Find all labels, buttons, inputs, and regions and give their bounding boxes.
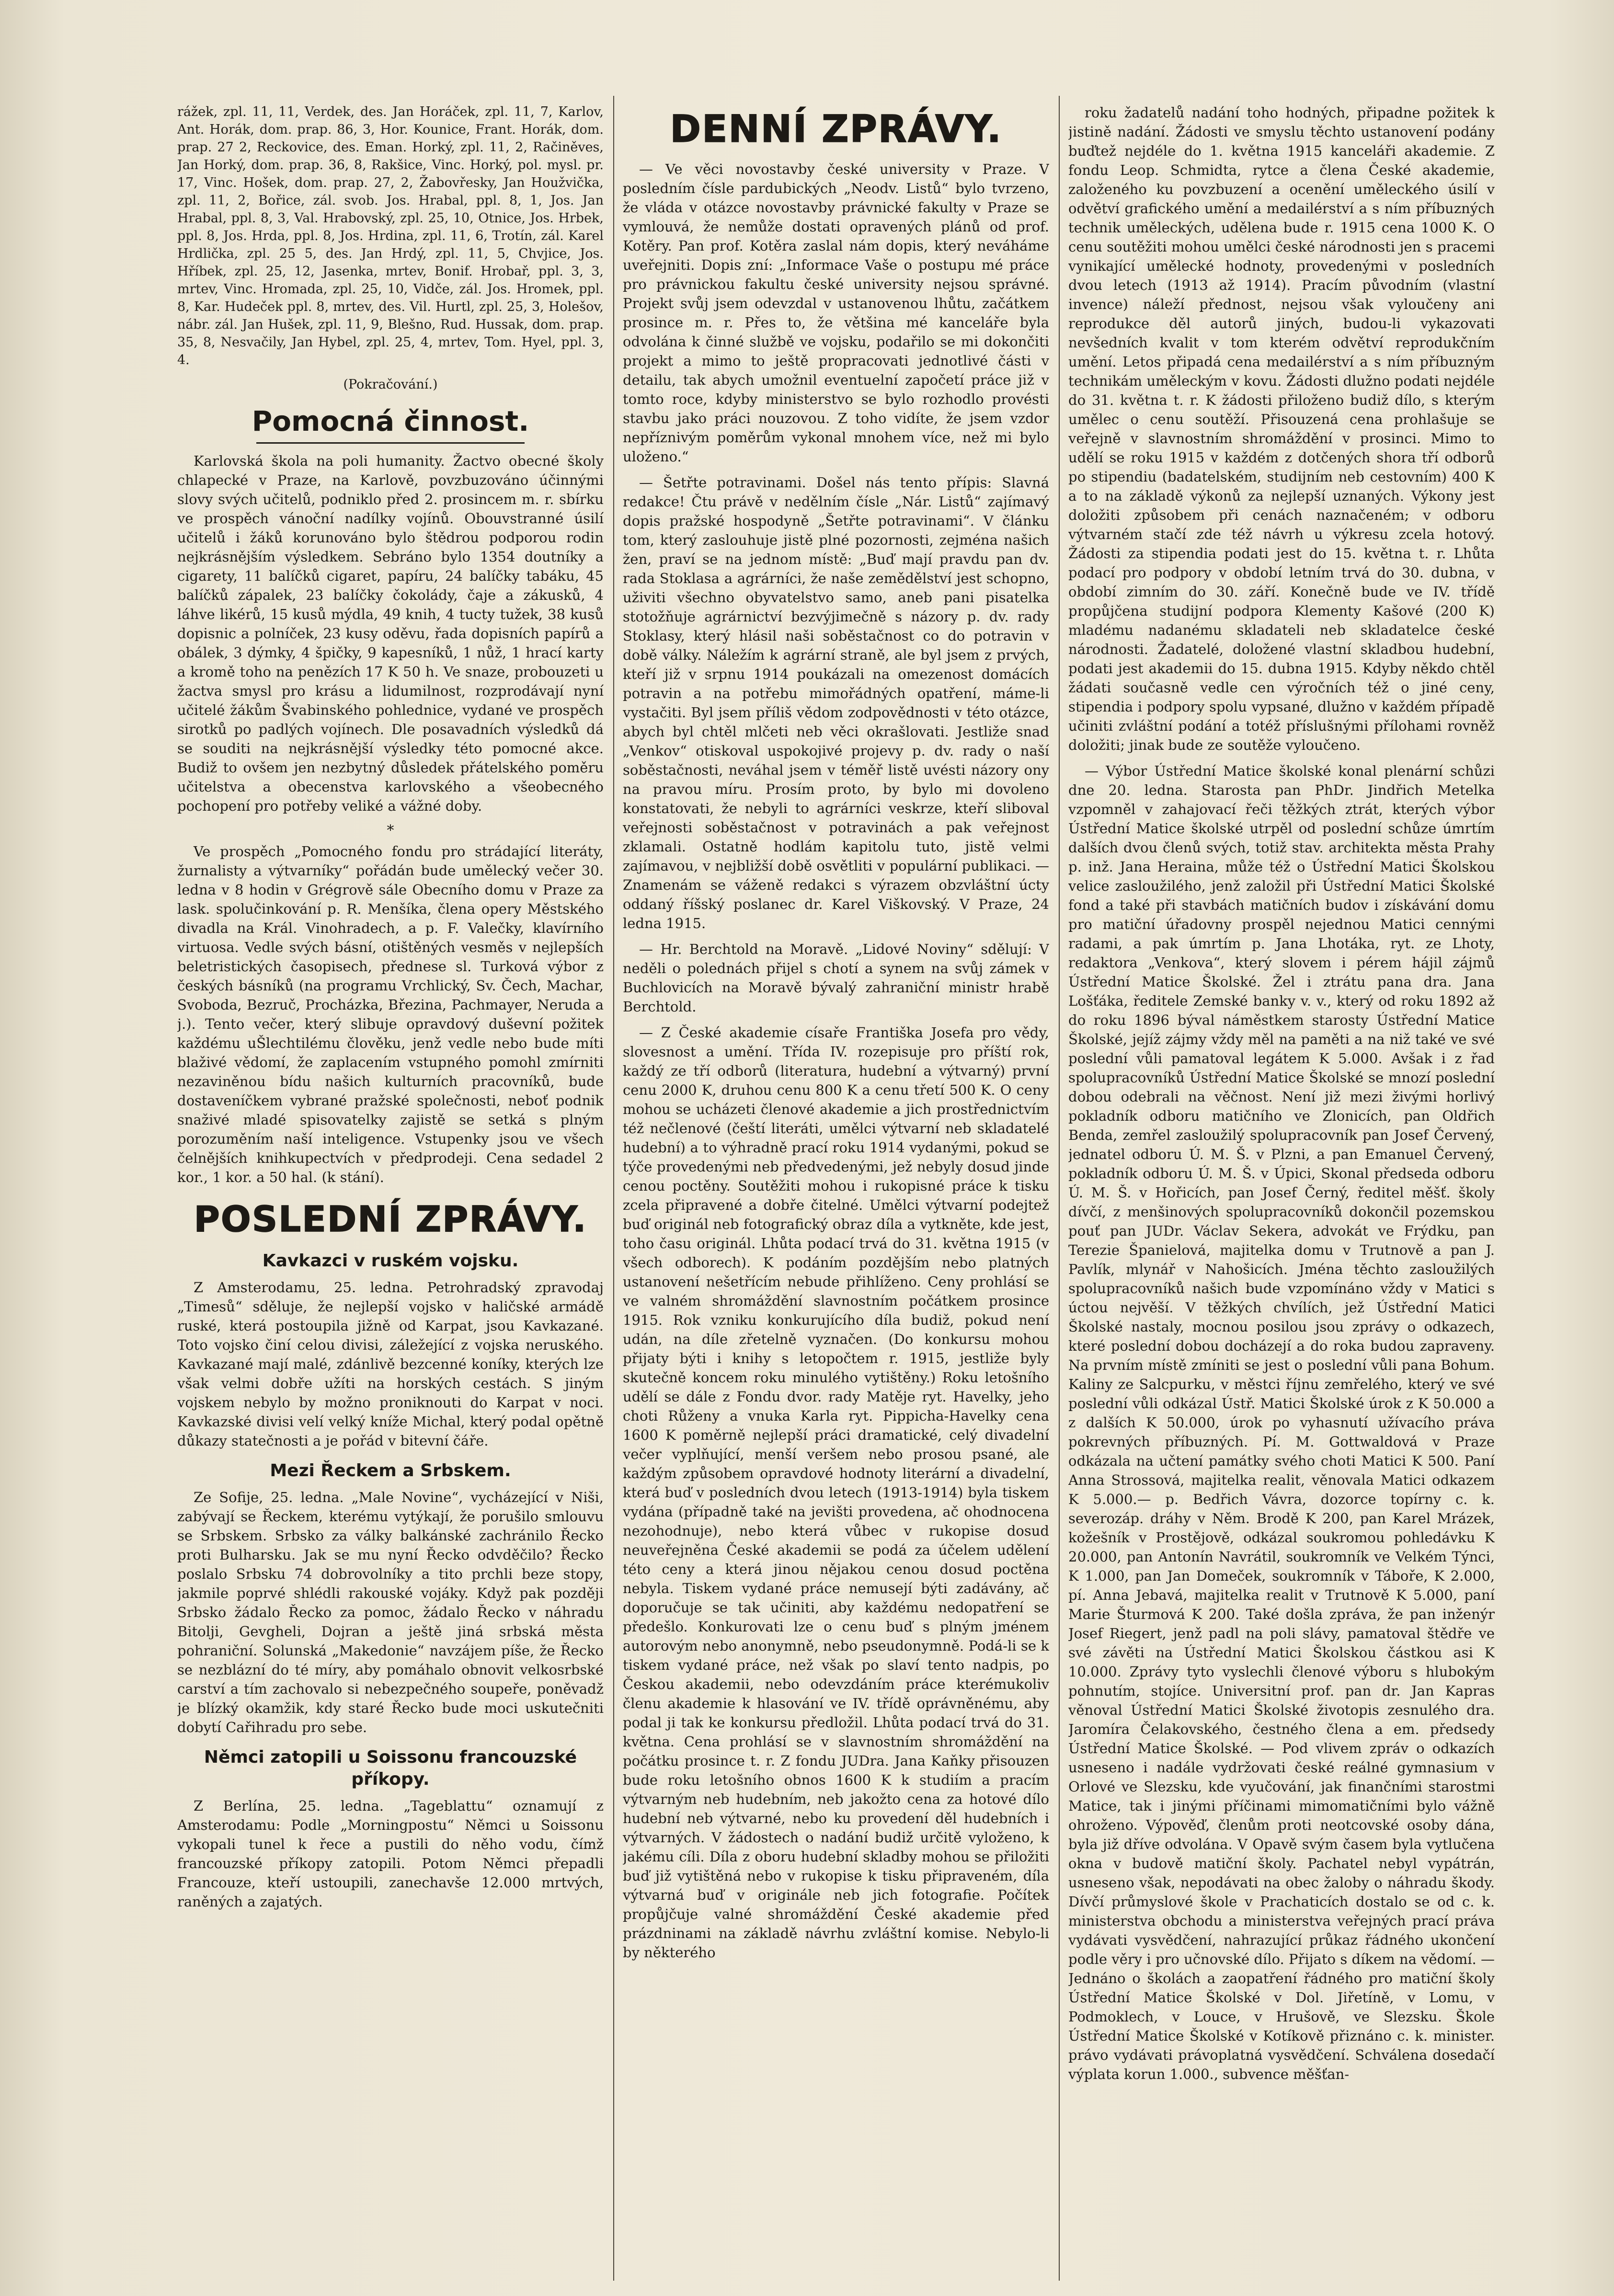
article-heading-kavkazci: Kavkazci v ruském vojsku.: [262, 1251, 519, 1271]
article-karlovska-skola: Karlovská škola na poli humanity. Žactvo obecné školy chlapecké v Praze, na Karlově, povzbuzováno účinnými slovy svých učitelů, podniklo před 2. prosincem m. r. sbírku ve prospěch vánoční nadílky vojínů. Obouvstranné úsilí učitelů i žáků korunováno bylo štědrou podporou rodin nejkrásnějším výsledkem. Sebráno bylo 1354 doutníky a cigarety, 11 balíčků cigaret, papíru, 24 balíčky tabáku, 45 balíčků zápalek, 23 balíčky čokolády, čaje a zákusků, 4 láhve likérů, 15 kusů mýdla, 49 knih, 4 tucty tužek, 38 kusů dopisnic a polníček, 23 kusy oděvu, řada dopisních papírů a obálek, 3 dýmky, 4 špičky, 9 kapesníků, 1 nůž, 1 hrací karty a kromě toho na penězích 17 K 50 h. Ve snaze, probouzeti u žactva smysl pro krásu a lidumilnost, rozprodávají nyní učitelé žákům Švabinského pohlednice, vydané ve prospěch sirotků po padlých vojínech. Dle posavadních výsledků dá se souditi na nejkrásnější výsledky této pomocné akce. Budiž to ovšem jen nezbytný důsledek přátelského poměru učitelstva a obecenstva karlovského a všeobecného pochopení pro potřeby veliké a vážné doby.: [177, 453, 604, 814]
column-middle: [623, 103, 1049, 1969]
article-setrte-potravinami: — Šetřte potravinami. Došel nás tento přípis: Slavná redakce! Čtu právě v nedělním čísle „Nár. Listů“ zajímavý dopis pražské hospodyně „Šetřte potravinami“. V článku tom, který zaslouhuje jistě plné pozornosti, zejména našich žen, praví se na jednom místě: „Buď mají pravdu pan dv. rada Stoklasa a agrárníci, že naše zemědělství jest schopno, uživiti všechno obyvatelstvo samo, aneb pani pisatelka stotožňuje agrárnictví bezvýjimečně s názory p. dv. rady Stoklasy, který hlásil naši soběstačnost co do potravin v době války. Náležím k agrární straně, ale byl jsem z prvých, kteří již v srpnu 1914 poukázali na omezenost domácích potravin a na potřebu mimořádných opatření, máme-li vystačiti. Byl jsem příliš vědom zodpovědnosti v této otázce, abych byl chtěl mlčeti neb věci okrašlovati. Jestliže snad „Venkov“ otiskoval uspokojivé projevy p. dv. rady o naší soběstačnosti, neváhal jsem v téměř listě uvésti názory ony na pravou míru. Prosím proto, by bylo mi dovoleno konstatovati, že nebyli to agrárníci veskrze, kteří sliboval veřejnosti soběstačnost v potravinách a pak veřejnost zklamali. Ostatně hodlám kapitolu tuto, jistě velmi zajímavou, v nejbližší době osvětliti v populární publikaci. — Znamenám se váženě redakci s výrazem obzvláštní úcty oddaný říšský poslanec dr. Karel Viškovský. V Praze, 24 ledna 1915.: [623, 474, 1049, 931]
article-heading-nemci: Němci zatopili u Soissonu francouzské příkopy.: [204, 1747, 577, 1789]
article-pomocny-fond: Ve prospěch „Pomocného fondu pro strádající literáty, žurnalisty a výtvarníky“ pořádán bude umělecký večer 30. ledna v 8 hodin v Grégrově sále Obecního domu v Praze za lask. spolučinkování p. R. Menšíka, člena opery Městského divadla na Král. Vinohradech, a p. F. Valečky, klavírního virtuosa. Vedle svých básní, otištěných vesměs v nejlepších beletristických časopisech, přednese sl. Turková výbor z českých básníků (na programu Vrchlický, Sv. Čech, Machar, Svoboda, Bezruč, Procházka, Březina, Pachmayer, Neruda a j.). Tento večer, který slibuje opravdový duševní požitek každému uŠlechtilému člověku, jenž vedle nebo bude míti blaživé vědomí, že zaplacením vstupného pomohl zmírniti nezaviněnou bídu našich kulturních pracovníků, bude dostaveníčkem vybrané pražské společnosti, neboť podnik snaživé mladé spisovatelky zajistě se setká s plným porozuměním naší inteligence. Vstupenky jsou ve všech čelnějších knihkupectvích v předprodeji. Cena sedadel 2 kor., 1 kor. a 50 hal. (k stání).: [177, 843, 604, 1185]
section-heading-pomocna: Pomocná činnost.: [252, 405, 529, 437]
casualty-list-text: rážek, zpl. 11, 11, Verdek, des. Jan Horáček, zpl. 11, 7, Karlov, Ant. Horák, dom. prap. 86, 3, Hor. Kounice, Frant. Horák, dom. prap. 27 2, Reckovice, des. Eman. Horký, zpl. 11, 2, Račiněves, Jan Horký, dom. prap. 36, 8, Rakšice, Vinc. Horký, pol. mysl. pr. 17, Vinc. Hošek, dom. prap. 27, 2, Žabovřesky, Jan Houžvička, zpl. 11, 2, Bořice, zál. svob. Jos. Hrabal, ppl. 8, 1, Jos. Jan Hrabal, ppl. 8, 3, Val. Hrabovský, zpl. 25, 10, Otnice, Jos. Hrbek, ppl. 8, Jos. Hrda, ppl. 8, Jos. Hrdina, zpl. 11, 6, Trotín, zál. Karel Hrdlička, zpl. 25 5, des. Jan Hrdý, zpl. 11, 5, Chvjice, Jos. Hříbek, zpl. 25, 12, Jasenka, mrtev, Bonif. Hrobař, ppl. 3, 3, mrtev, Vinc. Hromada, zpl. 25, 10, Vidče, zál. Jos. Hromek, ppl. 8, Kar. Hudeček ppl. 8, mrtev, des. Vil. Hurtl, zpl. 25, 3, Holešov, nábr. zál. Jan Hušek, zpl. 11, 9, Blešno, Rud. Hussak, dom. prap. 35, 8, Nesvačily, Jan Hybel, zpl. 25, 4, mrtev, Tom. Hyel, ppl. 3, 4.: [177, 104, 604, 367]
article-heading-mezi-reckem: Mezi Řeckem a Srbskem.: [270, 1461, 511, 1481]
separator-star: *: [387, 822, 394, 839]
section-heading-denni-zpravy: DENNÍ ZPRÁVY.: [670, 108, 1002, 151]
column-left: [177, 103, 604, 1918]
section-heading-posledni-zpravy: POSLEDNÍ ZPRÁVY.: [194, 1199, 587, 1240]
heading-underline: [256, 442, 525, 444]
column-rule: [1059, 96, 1060, 2281]
article-ceska-akademie: — Z České akademie císaře Františka Josefa pro vědy, slovesnost a umění. Třída IV. rozepisuje pro příští rok, každý ze tří odborů (literatura, hudební a výtvarný) první cenu 2000 K, druhou cenu 800 K a cenu třetí 500 K. O ceny mohou se ucházeti členové akademie a jich prostřednictvím též nečlenové (čeští literáti, umělci výtvarní neb skladatelé hudební) a to výhradně prací roku 1914 vydanými, pokud se týče provedenými neb předvedenými, jež nebyly dosud jinde cenou poctěny. Soutěžiti mohou i rukopisné práce k tisku zcela připravené a dobře čitelné. Umělci výtvarní podejtež buď originál neb fotografický obraz díla a vytkněte, kde jest, toho času originál. Lhůta podací trvá do 31. května 1915 (v všech odborech). K podáním pozdějším nebo platných ustanovení nešetřícím nebude přihlíženo. Ceny prohlásí se ve valném shromáždění slavnostním počátkem prosince 1915. Rok vzniku konkurujícího díla budiž, pokud není udán, na díle zřetelně vyznačen. (Do konkursu mohou přijaty býti i knihy s letopočtem r. 1915, jestliže byly skutečně koncem roku minulého vytištěny.) Roku letošního udělí se dále z Fondu dvor. rady Matěje ryt. Havelky, jeho choti Růženy a vnuka Karla ryt. Pippicha-Havelky cena 1600 K poměrně nejlepší práci dramatické, celý divadelní večer vyplňující, menší veršem nebo prosou psané, ale každým způsobem opravdové hodnoty literární a divadelní, která buď v posledních dvou letech (1913-1914) byla tiskem vydána (případně také na jevišti provedena, ač ohodnocena nezohodnuje), nebo která vůbec v rukopise dosud neuveřejněna České akademii se podá za účelem udělení této ceny a která jinou nějakou cenou dosud poctěna nebyla. Tiskem vydané práce nemusejí býti zadávány, ač doporučuje se tak učiniti, aby každému nedopatření se předešlo. Konkurovati lze o cenu buď s plným jménem autorovým nebo anonymně, nebo pseudonymně. Podá-li se k tiskem vydané práce, než však po slaví tento nadpis, po Českou akademii, nebo odevzdáním práce kterémukoliv členu akademie k hlasování ve IV. třídě oprávněnému, aby podal ji tak ke konkursu předložil. Lhůta podací trvá do 31. května. Cena prohlásí se v slavnostním shromáždění na počátku prosince t. r. Z fondu JUDra. Jana Kaňky přisouzen bude roku letošního obnos 1600 K k studiím a pracím výtvarným neb hudebním, neb jakožto cena za hotové dílo hudební neb výtvarné, nebo ku provedení děl hudebních i výtvarných. V žádostech o nadání budiž určitě vyloženo, k jakému cíli. Díla z oboru hudební skladby mohou se přiložiti buď již vytištěná nebo v rukopise k tisku připraveném, díla výtvarná buď v originále neb jich fotografie. Počítek propůjčuje valné shromáždění České akademie před prázdninami na základě návrhu zvláštní komise. Nebylo-li by některého: [623, 1024, 1049, 1961]
article-nemci: Z Berlína, 25. ledna. „Tageblattu“ oznamují z Amsterodamu: Podle „Morningpostu“ Němci u Soissonu vykopali tunel k řece a pustili do něho vodu, čímž francouzské příkopy zatopili. Potom Němci přepadli Francouze, kteří ustoupili, zanechavše 12.000 mrtvých, raněných a zajatých.: [177, 1798, 604, 1910]
article-berchtold: — Hr. Berchtold na Moravě. „Lidové Noviny“ sdělují: V neděli o polednách přijel s chotí a synem na svůj zámek v Buchlovicích na Moravě bývalý zahraniční ministr hrabě Berchtold.: [623, 941, 1049, 1015]
article-vybor-matice: — Výbor Ústřední Matice školské konal plenární schůzi dne 20. ledna. Starosta pan PhDr. Jindřich Metelka vzpomněl v zahajovací řeči těžkých ztrát, kterých výbor Ústřední Matice školské utrpěl od poslední schůze úmrtím dalších dvou členů svých, totiž stav. architekta města Prahy p. inž. Jana Heraina, může též o Ústřední Matici Školskou velice zasloužilého, jenž založil při Ústřední Matici Školské fond a také při stavbách matičních budov i získávání domu pro matiční úřadovny prospěl nejednou Matici cennými radami, a pak úmrtím p. Jana Lhotáka, ryt. ze Lhoty, redaktora „Venkova“, který slovem i pérem hájil zájmů Ústřední Matice Školské. Žel i ztrátu pana dra. Jana Lošťáka, ředitele Zemské banky v. v., který od roku 1892 až do roku 1896 býval náměstkem starosty Ústřední Matice Školské, jejíž zájmy vždy měl na paměti a na niž také ve své poslední vůli pamatoval legátem K 5.000. Avšak i z řad spolupracovníků Ústřední Matice Školské se mnozí poslední dobou odebrali na věčnost. Není již mezi živými horlivý pokladník odboru matičního ve Zlonicích, pan Oldřich Benda, zemřel zasloužilý spolupracovník pan Josef Červený, jednatel odboru Ú. M. Š. v Plzni, a pan Emanuel Červený, pokladník odboru Ú. M. Š. v Úpici, Skonal předseda odboru Ú. M. Š. v Hořicích, pan Josef Černý, ředitel měšť. školy dívčí, z menšinových spolupracovníků dokončil pozemskou pouť pan JUDr. Václav Sekera, advokát ve Frýdku, pan Terezie Španielová, majitelka domu v Trutnově a pan J. Pavlík, mlynář v Nahošicích. Jména těchto zasloužilých spolupracovníků našich bude vzpomínáno vždy v Matici s úctou nejvěší. V těžkých chvílích, jež Ústřední Matici Školské nastaly, mocnou posilou jsou zprávy o odkazech, které poslední dobou docházejí a do roka budou zapraveny. Na prvním místě zmíniti se jest o poslední vůli pana Bohum. Kaliny ze Salcpurku, v městci říjnu zemřelého, který ve své poslední vůli odkázal Ústř. Matici Školské úrok z K 50.000 a z dalších K 50.000, úrok po vyhasnutí užívacího práva pokrevných příbuzných. Pí. M. Gottwaldová v Praze odkázala na učtení památky svého choti Matici K 500. Paní Anna Strossová, majitelka realit, věnovala Matici odkazem K 5.000.— p. Bedřich Vávra, dozorce topírny c. k. severozáp. dráhy v Něm. Brodě K 200, pan Karel Mrázek, kožešník v Prostějově, odkázal soukromou pohledávku K 20.000, pan Antonín Navrátil, soukromník ve Velkém Týnci, K 1.000, pan Jan Domeček, soukromník v Táboře, K 2.000, pí. Anna Jebavá, majitelka realit v Trutnově K 5.000, paní Marie Šturmová K 200. Také došla zpráva, že pan inženýr Josef Riegert, jenž padl na poli slávy, pamatoval štědře ve své závěti na Ústřední Matici Školskou částkou asi K 10.000. Zprávy tyto vyslechli členové výboru s hlubokým pohnutím, stojíce. Universitní prof. pan dr. Jan Kapras věnoval Ústřední Matici Školské životopis zesnulého dra. Jaromíra Čelakovského, čestného člena a em. předsedy Ústřední Matice Školské. — Pod vlivem zpráv o odkazích usneseno i nadále vydržovati české reálné gymnasium v Orlové ve Slezsku, kde vyučování, jak finančními starostmi Matice, tak i jinými příčinami mimomatičními bylo vážně ohroženo. Výpověď, členům proti neotcovské osoby dána, byla již dříve odvolána. V Opavě svým časem byla vytlučena okna v budově matiční školy. Pachatel nebyl vypátrán, usneseno však, nepodávati na obec žaloby o náhradu škody. Dívčí průmyslové škole v Prachaticích dostalo se od c. k. ministerstva obchodu a ministerstva veřejných prací práva vydávati vysvědčení, nahrazující průkaz řádného ukončení podle věry i pro učnovské dílo. Přijato s díkem na vědomí. — Jednáno o školách a zaopatření řádného pro matiční školy Ústřední Matice Školské v Dol. Jiřetíně, v Lomu, v Podmoklech, v Louce, v Hrušově, ve Slezsku. Škole Ústřední Matice Školské v Kotíkově přiznáno c. k. minister. právo vydávati právoplatná vysvědčení. Schválena dosedačí výplata korun 1.000., subvence měšťan-: [1068, 763, 1495, 2082]
article-mezi-reckem: Ze Sofije, 25. ledna. „Male Novine“, vycházející v Niši, zabývají se Řeckem, kterému vytýkají, že porušilo smlouvu se Srbskem. Srbsko za války balkánské zachránilo Řecko proti Bulharsku. Jak se mu nyní Řecko odvděčilo? Řecko poslalo Srbsku 74 dobrovolníky a tito prchli beze stopy, jakmile poprvé shlédli rakouské vojáky. Když pak později Srbsko žádalo Řecko za pomoc, žádalo Řecko v náhradu Bitolji, Gevgheli, Dojran a ještě jiná srbská města pohraniční. Solunská „Makedonie“ navzájem píše, že Řecko se nezblázní do té míry, aby pomáhalo obnovit velkosrbské carství a tím zachovalo si nebezpečného soupeře, poněvadž je blízký okamžik, kdy staré Řecko bude moci uskutečniti dobytí Cařihradu pro sebe.: [177, 1489, 604, 1735]
article-ceska-akademie-continued: roku žadatelů nadání toho hodných, připadne požitek k jistině nadání. Žádosti ve smyslu těchto ustanovení podány buďtež nejdéle do 1. května 1915 kanceláři akademie. Z fondu Leop. Schmidta, rytce a člena České akademie, založeného ku povzbuzení a ocenění uměleckého úsilí v odvětví grafického umění a medailérství a s ním příbuzných technik uměleckých, udělena bude r. 1915 cena 1000 K. O cenu soutěžiti mohou umělci české národnosti jen s pracemi vynikající umělecké hodnoty, provedenými v posledních dvou letech (1913 až 1914). Pracím původním (vlastní invence) náleží přednost, nejsou však vyloučeny ani reprodukce děl autorů jiných, budou-li vykazovati nevšedních kvalit v tom kterém odvětví reprodukčním umění. Letos připadá cena medailérství a s ním příbuzným technikám uměleckým v kovu. Žádosti dlužno podati nejdéle do 31. května t. r. K žádosti přiloženo budiž dílo, s kterým umělec o cenu soutěží. Přisouzená cena prohlašuje se veřejně v slavnostním shromáždění v prosinci. Mimo to udělí se roku 1915 v každém z dotčených shora tří odborů po stipendiu (badatelském, studijním neb cestovním) 400 K a to na základě výkonů za nejlepší uznaných. Výkony jest doložiti způsobem při cenách naznačeném; v odboru výtvarném stačí zde též návrh u výkresu zcela hotový. Žádosti za stipendia podati jest do 15. května t. r. Lhůta podací pro podpory v období letním trvá do 30. dubna, v období zimním do 30. září. Konečně bude ve IV. třídě propůjčena studijní podpora Klementy Kašové (200 K) mladému nadanému skladateli neb skladatelce české národnosti. Žadatelé, doložené vlastní skladbou hudební, podati jest akademii do 15. dubna 1915. Kdyby někdo chtěl žádati současně vedle cen výročních též o jiné ceny, stipendia i podpory spolu vypsané, dlužno v každém případě učiniti zvláštní podání a totéž příslušnými přílohami rovněž doložiti; jinak bude ze soutěže vyloučeno.: [1068, 104, 1495, 753]
article-kavkazci: Z Amsterodamu, 25. ledna. Petrohradský zpravodaj „Timesů“ sděluje, že nejlepší vojsko v haličské armádě ruské, která postoupila jižně od Karpat, jsou Kavkazané. Toto vojsko činí celou divisi, záležející z vojska neruského. Kavkazané mají malé, zdánlivě bezcenné koníky, kterých lze však velmi dobře užíti na horských cestách. S jiným vojskem nebylo by možno proniknouti do Karpat v noci. Kavkazské divisi velí velký kníže Michal, který podal opětně důkazy statečnosti a je pořád v bitevní čáře.: [177, 1279, 604, 1449]
article-novostavba-university: — Ve věci novostavby české university v Praze. V posledním čísle pardubických „Neodv. Listů“ bylo tvrzeno, že vláda v otázce novostavby právnické fakulty v Praze se vymlouvá, že nemůže dostati opravených plánů od prof. Kotěry. Pan prof. Kotěra zaslal nám dopis, který neváháme uveřejniti. Dopis zní: „Informace Vaše o postupu mé práce pro právnickou fakultu české university nejsou správné. Projekt svůj jsem odevzdal v ustanovenou lhůtu, začátkem prosince m. r. Přes to, že většina mé kanceláře byla odvolána k činné službě ve vojsku, podařilo se mi dokončiti projekt a mimo to ještě propracovati jednotlivé části v detailu, tak abych umožnil eventuelní započetí práce již v tomto roce, kdyby ministerstvo se bylo rozhodlo provésti stavbu jako práci nouzovou. Z toho vidíte, že jsem vzdor nepříznivým poměrům vykonal mnohem více, než mi bylo uloženo.“: [623, 161, 1049, 465]
column-rule: [613, 96, 614, 2281]
continuation-note: (Pokračování.): [343, 377, 438, 392]
column-right: [1068, 103, 1495, 2090]
